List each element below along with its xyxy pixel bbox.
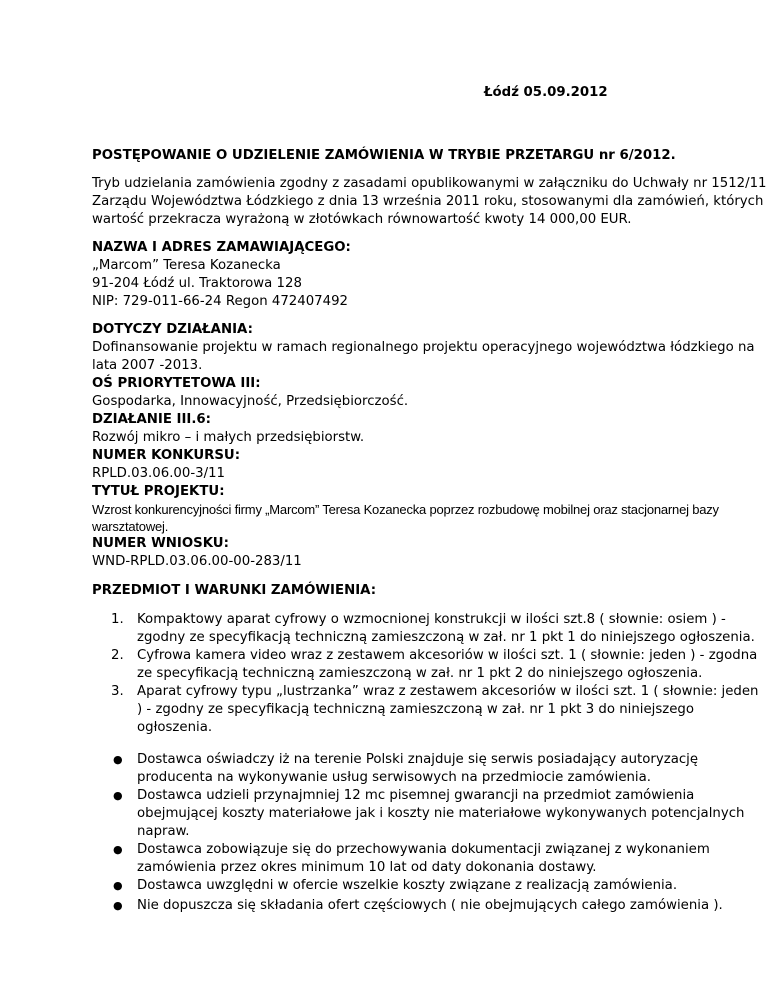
bullet-icon: ● <box>113 843 123 856</box>
subject-heading: PRZEDMIOT I WARUNKI ZAMÓWIENIA: <box>92 583 377 598</box>
list-item-line: Aparat cyfrowy typu „lustrzanka” wraz z zestawem akcesoriów w ilości szt. 1 ( słownie: jeden <box>137 684 759 699</box>
contest-heading: NUMER KONKURSU: <box>92 448 241 463</box>
contractor-name: „Marcom” Teresa Kozanecka <box>92 258 281 273</box>
bullet-icon: ● <box>113 879 123 892</box>
bullet-line: Dostawca uwzględni w ofercie wszelkie koszty związane z realizacją zamówienia. <box>137 878 678 893</box>
list-item-line: zgodny ze specyfikacją techniczną zamieszczoną w zał. nr 1 pkt 1 do niniejszego ogłoszenia. <box>137 630 755 645</box>
list-number: 2. <box>111 648 124 663</box>
project-heading: TYTUŁ PROJEKTU: <box>92 484 225 499</box>
bullet-line: Dostawca zobowiązuje się do przechowywania dokumentacji związanej z wykonaniem <box>137 842 710 857</box>
axis-value: Gospodarka, Innowacyjność, Przedsiębiorczość. <box>92 394 409 409</box>
project-title-line: Wzrost konkurencyjności firmy „Marcom” Teresa Kozanecka poprzez rozbudowę mobilnej oraz stacjonarnej bazy <box>92 502 719 517</box>
intro-line: Tryb udzielania zamówienia zgodny z zasadami opublikowanymi w załączniku do Uchwały nr 1512/11 <box>92 176 767 191</box>
action-line: lata 2007 -2013. <box>92 358 203 373</box>
bullet-icon: ● <box>113 899 123 912</box>
intro-line: Zarządu Województwa Łódzkiego z dnia 13 września 2011 roku, stosowanymi dla zamówień, których <box>92 194 764 209</box>
intro-line: wartość przekracza wyrażoną w złotówkach równowartość kwoty 14 000,00 EUR. <box>92 212 632 227</box>
list-number: 3. <box>111 684 124 699</box>
bullet-line: Nie dopuszcza się składania ofert częściowych ( nie obejmujących całego zamówienia ). <box>137 898 723 913</box>
measure-value: Rozwój mikro – i małych przedsiębiorstw. <box>92 430 365 445</box>
contractor-ids: NIP: 729-011-66-24 Regon 472407492 <box>92 294 349 309</box>
list-item-line: ogłoszenia. <box>137 720 213 735</box>
document-title: POSTĘPOWANIE O UDZIELENIE ZAMÓWIENIA W TRYBIE PRZETARGU nr 6/2012. <box>92 148 676 163</box>
list-item-line: ) - zgodny ze specyfikacją techniczną zamieszczoną w zał. nr 1 pkt 3 do niniejszego <box>137 702 695 717</box>
bullet-line: Dostawca udzieli przynajmniej 12 mc pisemnej gwarancji na przedmiot zamówienia <box>137 788 695 803</box>
contractor-heading: NAZWA I ADRES ZAMAWIAJĄCEGO: <box>92 240 351 255</box>
bullet-line: napraw. <box>137 824 190 839</box>
action-line: Dofinansowanie projektu w ramach regionalnego projektu operacyjnego województwa łódzkiego na <box>92 340 755 355</box>
list-item-line: ze specyfikacją techniczną zamieszczoną w zał. nr 1 pkt 2 do niniejszego ogłoszenia. <box>137 666 703 681</box>
bullet-line: obejmującej koszty materiałowe jak i koszty nie materiałowe wykonywanych potencjalnych <box>137 806 745 821</box>
bullet-line: Dostawca oświadczy iż na terenie Polski znajduje się serwis posiadający autoryzację <box>137 752 699 767</box>
list-item-line: Cyfrowa kamera video wraz z zestawem akcesoriów w ilości szt. 1 ( słownie: jeden ) - zgodna <box>137 648 758 663</box>
measure-heading: DZIAŁANIE III.6: <box>92 412 211 427</box>
action-heading: DOTYCZY DZIAŁANIA: <box>92 322 253 337</box>
bullet-line: zamówienia przez okres minimum 10 lat od daty dokonania dostawy. <box>137 860 597 875</box>
project-title-line: warsztatowej. <box>92 519 169 534</box>
bullet-icon: ● <box>113 753 123 766</box>
application-value: WND-RPLD.03.06.00-00-283/11 <box>92 554 302 569</box>
axis-heading: OŚ PRIORYTETOWA III: <box>92 376 261 391</box>
contest-value: RPLD.03.06.00-3/11 <box>92 466 226 481</box>
application-heading: NUMER WNIOSKU: <box>92 536 229 551</box>
document-date: Łódź 05.09.2012 <box>484 85 608 100</box>
list-number: 1. <box>111 612 124 627</box>
bullet-line: producenta na wykonywanie usług serwisowych na przedmiocie zamówienia. <box>137 770 651 785</box>
bullet-icon: ● <box>113 789 123 802</box>
list-item-line: Kompaktowy aparat cyfrowy o wzmocnionej konstrukcji w ilości szt.8 ( słownie: osiem ) - <box>137 612 726 627</box>
contractor-address: 91-204 Łódź ul. Traktorowa 128 <box>92 276 302 291</box>
